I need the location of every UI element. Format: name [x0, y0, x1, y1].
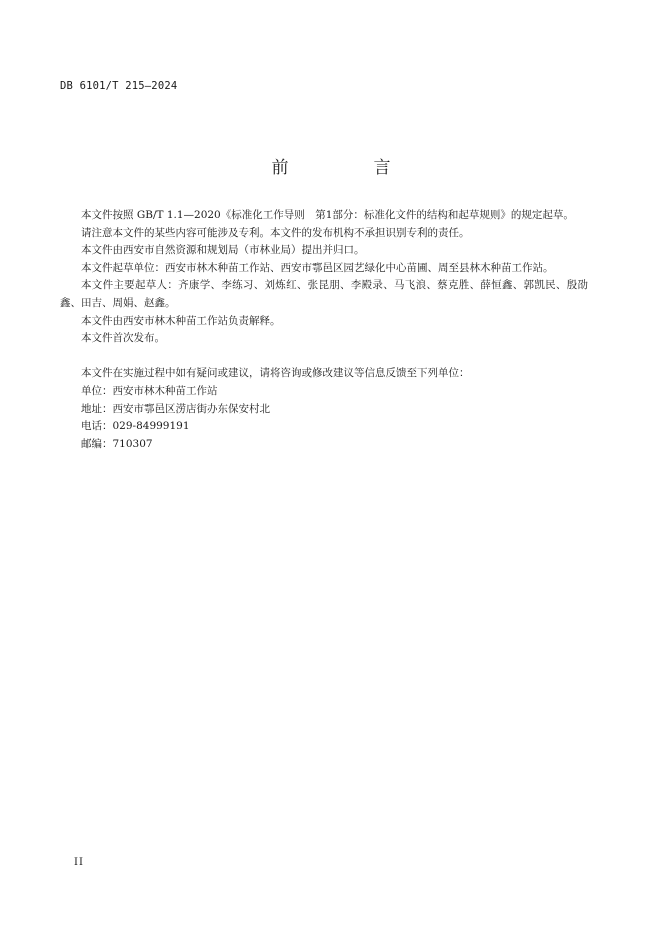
paragraph-patent-notice: 请注意本文件的某些内容可能涉及专利。本文件的发布机构不承担识别专利的责任。 [81, 226, 470, 239]
page-number: II [74, 857, 84, 868]
feedback-unit: 单位：西安市林木种苗工作站 [81, 384, 218, 397]
page-title: 前 言 [271, 158, 425, 178]
paragraph-drafting-basis: 本文件按照 GB/T 1.1—2020《标准化工作导则 第1部分：标准化文件的结构和起草规则》的规定起草。 [81, 209, 574, 221]
standard-code: DB 6101/T 215—2024 [60, 80, 178, 92]
paragraph-proposer: 本文件由西安市自然资源和规划局（市林业局）提出并归口。 [81, 244, 365, 257]
paragraph-drafting-units: 本文件起草单位：西安市林木种苗工作站、西安市鄠邑区园艺绿化中心苗圃、周至县林木种苗工作站。 [81, 261, 554, 274]
paragraph-spacer [60, 348, 588, 366]
feedback-intro: 本文件在实施过程中如有疑问或建议，请将咨询或修改建议等信息反馈至下列单位： [81, 367, 470, 380]
paragraph-first-release: 本文件首次发布。 [81, 332, 165, 345]
feedback-postcode: 邮编：710307 [81, 437, 153, 450]
feedback-address: 地址：西安市鄠邑区涝店街办东保安村北 [81, 402, 270, 415]
paragraph-drafters: 本文件主要起草人：齐康学、李练习、刘炼红、张昆朋、李殿录、马飞浪、蔡克胜、薛恒鑫、郭凯民、殷劭鑫、田吉、周娟、赵鑫。 [60, 279, 588, 309]
foreword-body [60, 207, 588, 453]
paragraph-interpretation: 本文件由西安市林木种苗工作站负责解释。 [81, 314, 281, 327]
feedback-phone: 电话：029-84999191 [81, 420, 190, 433]
